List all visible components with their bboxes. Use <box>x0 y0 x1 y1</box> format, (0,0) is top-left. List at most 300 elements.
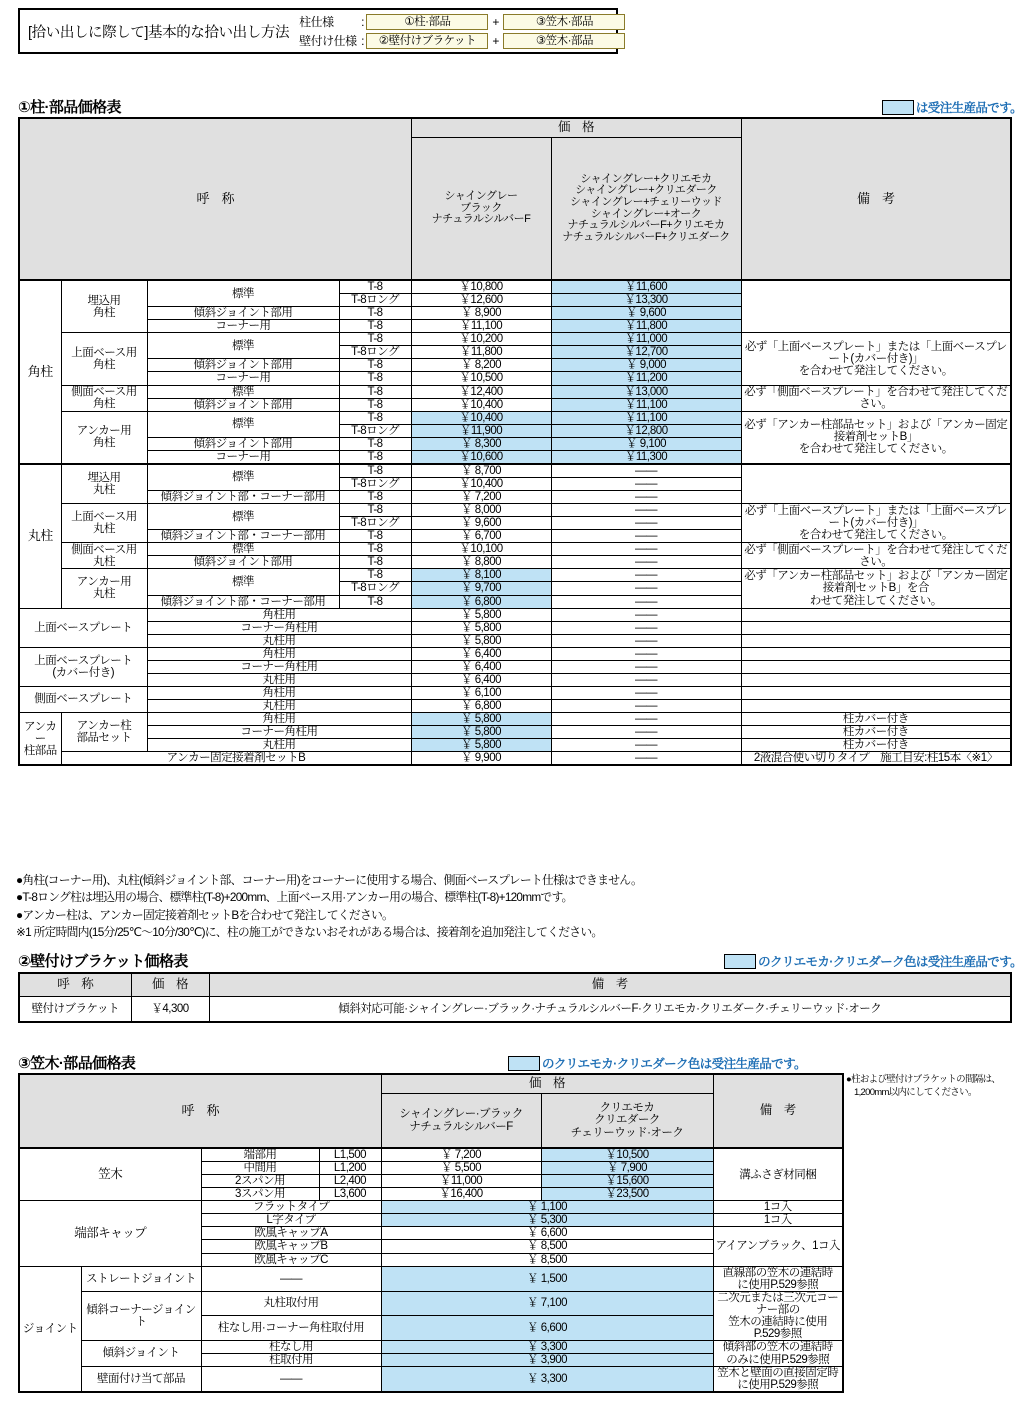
subgroup-label: 上面ベース用 丸柱 <box>61 504 147 543</box>
price-col-2: —— <box>551 595 741 608</box>
wall-bracket-price-table <box>18 972 1012 1023</box>
row-type: 丸柱用 <box>147 739 411 752</box>
price-col-2: —— <box>551 700 741 713</box>
row-type: フラットタイプ <box>201 1201 381 1214</box>
table-row <box>19 464 1011 478</box>
price-col-1: ￥ 5,800 <box>411 634 551 647</box>
row-subtype: —— <box>201 1266 381 1291</box>
table-row <box>19 608 1011 621</box>
row-size: T-8 <box>339 450 411 464</box>
row-size: T-8ロング <box>339 346 411 359</box>
price-col-2: —— <box>551 582 741 595</box>
price-col-1: ￥ 5,800 <box>411 713 551 726</box>
subgroup-label: アンカー用 丸柱 <box>61 569 147 608</box>
row-size: T-8 <box>339 437 411 450</box>
post-parts-price-table <box>18 117 1012 766</box>
row-remark: 傾斜部の笠木の連結時 のみに使用P.529参照 <box>713 1340 843 1366</box>
row-price: ￥ 8,500 <box>381 1253 713 1266</box>
row-remark: 二次元または三次元コーナー部の 笠木の連結時に使用P.529参照 <box>713 1291 843 1340</box>
table-row <box>19 647 1011 660</box>
th-name: 呼 称 <box>19 1074 381 1148</box>
price-col-2: —— <box>551 634 741 647</box>
made-to-order-swatch-2 <box>724 954 756 969</box>
note-3: ●アンカー柱は、アンカー固定接着剤セットBを合わせて発注してください。 <box>16 907 394 922</box>
row-length: L2,400 <box>319 1175 381 1188</box>
row-price: ￥ 3,900 <box>381 1354 713 1367</box>
section3-title: ③笠木·部品価格表 <box>18 1055 136 1072</box>
section2-legend-text: のクリエモカ·クリエダーク色は受注生産品です。 <box>758 955 1022 969</box>
endcap-label: 端部キャップ <box>19 1201 201 1266</box>
row-remark <box>741 280 1011 333</box>
row-price: ￥ 7,100 <box>381 1291 713 1316</box>
row-remark <box>741 686 1011 699</box>
table-row <box>19 569 1011 582</box>
table-row <box>19 333 1011 346</box>
th-price-col-2: クリエモカ クリエダーク チェリーウッド·オーク <box>541 1094 713 1149</box>
section1-legend-text: は受注生産品です。 <box>915 101 1022 115</box>
price-col-1: ￥ 6,700 <box>411 530 551 543</box>
row-type: 傾斜ジョイント部用 <box>147 359 339 372</box>
price-col-1: ￥ 5,800 <box>411 739 551 752</box>
row-remark <box>741 660 1011 673</box>
row-remark: 直線部の笠木の連結時 に使用P.529参照 <box>713 1266 843 1291</box>
price-col-1: ￥11,800 <box>411 346 551 359</box>
price-col-2: ￥ 9,000 <box>551 359 741 372</box>
kasagi-label: 笠木 <box>19 1148 201 1201</box>
row-type: 傾斜ジョイント部・コーナー部用 <box>147 491 339 504</box>
row-size: T-8 <box>339 504 411 517</box>
row-type: コーナー角柱用 <box>147 726 411 739</box>
th-1: 価 格 <box>131 973 209 997</box>
spec-row-wall <box>299 32 625 49</box>
price-col-2: ￥12,800 <box>551 424 741 437</box>
row-type: 3スパン用 <box>201 1188 319 1201</box>
row-price: ￥ 3,300 <box>381 1340 713 1353</box>
row-type: 角柱用 <box>147 686 411 699</box>
price-col-1: ￥ 8,300 <box>411 437 551 450</box>
price-col-2: ￥12,700 <box>551 346 741 359</box>
table-row <box>19 686 1011 699</box>
th-0: 呼 称 <box>19 973 131 997</box>
row-type: 2スパン用 <box>201 1175 319 1188</box>
price-col-2: —— <box>551 464 741 478</box>
row-type: 標準 <box>147 411 339 437</box>
row-type: 欧風キャップC <box>201 1253 381 1266</box>
price-col-1: ￥ 5,800 <box>411 621 551 634</box>
row-remark: 柱カバー付き <box>741 726 1011 739</box>
table-row <box>19 1367 843 1393</box>
subgroup-label: 側面ベース用 角柱 <box>61 385 147 411</box>
table-row <box>19 1148 843 1162</box>
price-col-2: ￥11,200 <box>551 372 741 385</box>
row-size: T-8 <box>339 595 411 608</box>
price-col-2: —— <box>551 504 741 517</box>
row-subtype: 柱なし用·コーナー角柱取付用 <box>201 1316 381 1341</box>
spec-label-wall: 壁付け仕様 <box>299 34 357 48</box>
table-row <box>19 504 1011 517</box>
section1-notes <box>16 872 642 942</box>
row-size: T-8 <box>339 464 411 478</box>
th-price-col-1: シャイングレー ブラック ナチュラルシルバーF <box>411 138 551 281</box>
price-col-1: ￥ 9,600 <box>411 517 551 530</box>
spec-tag-wall-b: ③笠木·部品 <box>503 33 625 49</box>
table-row <box>19 1266 843 1291</box>
made-to-order-swatch-3 <box>508 1056 540 1071</box>
price-col-1: ￥ 6,400 <box>411 647 551 660</box>
section2-legend <box>724 952 1022 970</box>
row-type: コーナー用 <box>147 372 339 385</box>
row-size: T-8 <box>339 543 411 556</box>
joint-label: ジョイント <box>19 1266 81 1392</box>
price-col-1: ￥ 9,700 <box>411 582 551 595</box>
subgroup-label: 埋込用 角柱 <box>61 280 147 333</box>
row-price: ￥ 5,300 <box>381 1214 713 1227</box>
price-col-2: —— <box>551 621 741 634</box>
row-type: 標準 <box>147 333 339 359</box>
section1-title: ①柱·部品価格表 <box>18 99 121 116</box>
row-length: L1,500 <box>319 1148 381 1162</box>
row-remark: 必ず「上面ベースプレート」または「上面ベースプレート(カバー付き)」 を合わせて発注してください。 <box>741 333 1011 385</box>
price-col-2: ￥ 7,900 <box>541 1162 713 1175</box>
row-price: ￥ 3,300 <box>381 1367 713 1393</box>
spec-tag-wall-a: ②壁付けブラケット <box>366 33 488 49</box>
row-type: 欧風キャップA <box>201 1227 381 1240</box>
table-row <box>19 1201 843 1214</box>
table1-header-row-1 <box>19 118 1011 138</box>
price-col-2: ￥23,500 <box>541 1188 713 1201</box>
price-col-1: ￥12,600 <box>411 294 551 307</box>
row-size: T-8ロング <box>339 294 411 307</box>
price-col-2: ￥11,100 <box>551 411 741 424</box>
row-remark: 溝ふさぎ材同梱 <box>713 1148 843 1201</box>
spec-tag-post-b: ③笠木·部品 <box>503 14 625 30</box>
price-col-2: ￥11,000 <box>551 333 741 346</box>
banner-title: [拾い出しに際して]基本的な拾い出し方法 <box>28 24 290 41</box>
section1-legend <box>882 98 1022 116</box>
table-row <box>19 1340 843 1353</box>
table3-header-row-1 <box>19 1074 843 1094</box>
row-type: 標準 <box>147 569 339 595</box>
row-price: ￥ 6,600 <box>381 1316 713 1341</box>
row-size: T-8 <box>339 280 411 294</box>
row-type: 傾斜ジョイント部用 <box>147 307 339 320</box>
pickup-method-banner <box>18 8 618 54</box>
section3-side-note <box>846 1074 1026 1100</box>
price-col-2: —— <box>551 608 741 621</box>
th-remarks: 備 考 <box>741 118 1011 280</box>
row-price: ￥ 8,500 <box>381 1240 713 1253</box>
th-price-col-2: シャイングレー+クリエモカ シャイングレー+クリエダーク シャイングレー+チェリーウッド シャイングレー+オーク ナチュラルシルバーF+クリエモカ ナチュラルシルバーF+クリエダーク <box>551 138 741 281</box>
banner-spec-list <box>299 13 625 49</box>
anchor-sub-label: アンカー柱 部品セット <box>61 713 147 752</box>
price-col-2: —— <box>551 530 741 543</box>
row-remark <box>741 621 1011 634</box>
row-type: ストレートジョイント <box>81 1266 201 1291</box>
row-type: 端部用 <box>201 1148 319 1162</box>
subgroup-label: アンカー用 角柱 <box>61 411 147 464</box>
price-col-2: —— <box>551 647 741 660</box>
price-col-2: —— <box>551 713 741 726</box>
price-col-1: ￥16,400 <box>381 1188 541 1201</box>
table-row <box>19 621 1011 634</box>
subgroup-label: 埋込用 丸柱 <box>61 464 147 504</box>
price-col-2: —— <box>551 556 741 569</box>
row-size: T-8 <box>339 491 411 504</box>
plate-label: 上面ベースプレート <box>19 608 147 647</box>
price-col-1: ￥ 6,800 <box>411 700 551 713</box>
row-type: 標準 <box>147 280 339 307</box>
price-col-1: ￥ 8,900 <box>411 307 551 320</box>
price-col-2: —— <box>551 752 741 766</box>
row-size: T-8ロング <box>339 517 411 530</box>
row-type: コーナー角柱用 <box>147 660 411 673</box>
row-size: T-8 <box>339 556 411 569</box>
section2-title: ②壁付けブラケット価格表 <box>18 953 188 970</box>
bracket-name: 壁付けブラケット <box>19 997 131 1023</box>
side-note-line-2: 1,200mm以内にしてください。 <box>854 1086 977 1098</box>
row-type: L字タイプ <box>201 1214 381 1227</box>
subgroup-label: 側面ベース用 丸柱 <box>61 543 147 569</box>
row-type: コーナー角柱用 <box>147 621 411 634</box>
price-col-2: ￥13,000 <box>551 385 741 398</box>
bracket-remark: 傾斜対応可能·シャイングレー·ブラック·ナチュラルシルバーF·クリエモカ·クリエダーク·チェリーウッド·オーク <box>209 997 1011 1023</box>
th-price-group: 価 格 <box>381 1074 713 1094</box>
spec-plus-post: + <box>492 14 500 29</box>
row-remark: 必ず「側面ベースプレート」を合わせて発注してください。 <box>741 543 1011 569</box>
row-size: T-8 <box>339 359 411 372</box>
row-price: ￥ 1,100 <box>381 1201 713 1214</box>
subgroup-label: 上面ベース用 角柱 <box>61 333 147 385</box>
price-col-1: ￥ 8,700 <box>411 464 551 478</box>
spec-row-post <box>299 13 625 30</box>
price-col-2: ￥15,600 <box>541 1175 713 1188</box>
row-remark: 必ず「アンカー柱部品セット」および「アンカー固定接着剤セットB」 を合わせて発注してください。 <box>741 411 1011 464</box>
price-col-2: ￥ 9,100 <box>551 437 741 450</box>
price-col-2: ￥11,800 <box>551 320 741 333</box>
row-type: 標準 <box>147 385 339 398</box>
row-type: 中間用 <box>201 1162 319 1175</box>
price-col-1: ￥ 8,100 <box>411 569 551 582</box>
row-price: ￥ 1,500 <box>381 1266 713 1291</box>
th-2: 備 考 <box>209 973 1011 997</box>
row-remark <box>741 608 1011 621</box>
row-size: T-8 <box>339 372 411 385</box>
price-col-1: ￥10,500 <box>411 372 551 385</box>
row-type: 傾斜ジョイント部・コーナー部用 <box>147 530 339 543</box>
price-col-2: ￥10,500 <box>541 1148 713 1162</box>
price-col-2: —— <box>551 491 741 504</box>
row-type: 欧風キャップB <box>201 1240 381 1253</box>
row-subtype: 柱取付用 <box>201 1354 381 1367</box>
row-type: 角柱用 <box>147 647 411 660</box>
table-row <box>19 713 1011 726</box>
row-type: アンカー固定接着剤セットB <box>61 752 411 766</box>
row-type: 丸柱用 <box>147 673 411 686</box>
row-size: T-8 <box>339 569 411 582</box>
price-col-1: ￥ 5,800 <box>411 726 551 739</box>
row-remark <box>741 634 1011 647</box>
table-row <box>19 1291 843 1316</box>
row-length: L1,200 <box>319 1162 381 1175</box>
table-row <box>19 543 1011 556</box>
made-to-order-swatch-1 <box>882 100 914 115</box>
table-row <box>19 634 1011 647</box>
price-col-2: —— <box>551 660 741 673</box>
row-type: 傾斜ジョイント <box>81 1340 201 1366</box>
table-row <box>19 280 1011 294</box>
price-col-1: ￥11,900 <box>411 424 551 437</box>
row-type: コーナー用 <box>147 450 339 464</box>
price-col-1: ￥ 7,200 <box>381 1148 541 1162</box>
price-col-1: ￥ 8,200 <box>411 359 551 372</box>
row-subtype: 柱なし用 <box>201 1340 381 1353</box>
price-col-2: —— <box>551 517 741 530</box>
table-row <box>19 752 1011 766</box>
row-type: コーナー用 <box>147 320 339 333</box>
row-type: 標準 <box>147 464 339 491</box>
row-size: T-8 <box>339 398 411 411</box>
row-type: 丸柱用 <box>147 634 411 647</box>
price-col-2: —— <box>551 726 741 739</box>
price-col-1: ￥ 8,000 <box>411 504 551 517</box>
price-col-1: ￥ 6,400 <box>411 660 551 673</box>
row-remark: 1コ入 <box>713 1201 843 1214</box>
note-2: ●T-8ロング柱は埋込用の場合、標準柱(T-8)+200mm、上面ベース用·アンカー用の場合、標準柱(T-8)+120mmです。 <box>16 890 573 905</box>
price-col-1: ￥ 6,100 <box>411 686 551 699</box>
price-col-1: ￥ 6,400 <box>411 673 551 686</box>
row-size: T-8 <box>339 320 411 333</box>
price-col-1: ￥10,100 <box>411 543 551 556</box>
row-size: T-8 <box>339 411 411 424</box>
row-length: L3,600 <box>319 1188 381 1201</box>
row-type: 傾斜ジョイント部用 <box>147 556 339 569</box>
row-type: 角柱用 <box>147 608 411 621</box>
price-col-1: ￥10,600 <box>411 450 551 464</box>
table-row <box>19 673 1011 686</box>
row-type: 傾斜ジョイント部用 <box>147 437 339 450</box>
row-remark <box>741 464 1011 504</box>
plate-label: 上面ベースプレート (カバー付き) <box>19 647 147 686</box>
row-type: 丸柱用 <box>147 700 411 713</box>
row-type: 傾斜ジョイント部用 <box>147 398 339 411</box>
th-remarks: 備 考 <box>713 1074 843 1148</box>
row-subtype: 丸柱取付用 <box>201 1291 381 1316</box>
row-remark: 2液混合使い切りタイプ 施工目安:柱15本〈※1〉 <box>741 752 1011 766</box>
row-type: 傾斜コーナージョイント <box>81 1291 201 1340</box>
price-col-1: ￥10,400 <box>411 398 551 411</box>
table-row <box>19 660 1011 673</box>
bracket-price: ￥4,300 <box>131 997 209 1023</box>
price-col-1: ￥10,400 <box>411 477 551 490</box>
cap-parts-price-table <box>18 1073 844 1393</box>
row-size: T-8ロング <box>339 582 411 595</box>
table-row <box>19 411 1011 424</box>
price-col-2: ￥ 9,600 <box>551 307 741 320</box>
row-remark: アイアンブラック、1コ入 <box>713 1227 843 1266</box>
row-remark: 1コ入 <box>713 1214 843 1227</box>
row-subtype: —— <box>201 1367 381 1393</box>
section3-legend-text: のクリエモカ·クリエダーク色は受注生産品です。 <box>542 1057 806 1071</box>
row-type: 標準 <box>147 504 339 530</box>
plate-label: 側面ベースプレート <box>19 686 147 712</box>
price-col-1: ￥ 5,500 <box>381 1162 541 1175</box>
price-col-1: ￥ 5,800 <box>411 608 551 621</box>
row-size: T-8ロング <box>339 424 411 437</box>
price-col-1: ￥12,400 <box>411 385 551 398</box>
row-type: 標準 <box>147 543 339 556</box>
row-type: 角柱用 <box>147 713 411 726</box>
row-size: T-8 <box>339 307 411 320</box>
price-col-1: ￥11,000 <box>381 1175 541 1188</box>
spec-plus-wall: + <box>492 33 500 48</box>
row-remark <box>741 647 1011 660</box>
row-remark: 柱カバー付き <box>741 713 1011 726</box>
row-remark <box>741 673 1011 686</box>
spec-colon-wall: : <box>361 33 365 48</box>
table-row <box>19 739 1011 752</box>
group-label: 角柱 <box>19 280 61 464</box>
price-col-2: ￥13,300 <box>551 294 741 307</box>
price-col-1: ￥ 7,200 <box>411 491 551 504</box>
price-col-1: ￥10,800 <box>411 280 551 294</box>
note-1: ●角柱(コーナー用)、丸柱(傾斜ジョイント部、コーナー用)をコーナーに使用する場合、側面ベースプレート仕様はできません。 <box>16 873 643 887</box>
anchor-group-label: アンカー 柱部品 <box>19 713 61 766</box>
row-size: T-8 <box>339 333 411 346</box>
price-col-2: —— <box>551 543 741 556</box>
group-label: 丸柱 <box>19 464 61 608</box>
row-remark <box>741 700 1011 713</box>
section3-legend <box>508 1054 806 1072</box>
price-col-2: —— <box>551 569 741 582</box>
note-4: ※1 所定時間内(15分/25℃～10分/30℃)に、柱の施工ができないおそれがある場合は、接着剤を追加発注してください。 <box>16 925 603 940</box>
row-size: T-8ロング <box>339 477 411 490</box>
th-name: 呼 称 <box>19 118 411 280</box>
row-price: ￥ 6,600 <box>381 1227 713 1240</box>
price-col-2: —— <box>551 739 741 752</box>
table2-header-row <box>19 973 1011 997</box>
price-col-1: ￥ 9,900 <box>411 752 551 766</box>
spec-tag-post-a: ①柱·部品 <box>366 14 488 30</box>
row-type: 壁面付け当て部品 <box>81 1367 201 1393</box>
row-size: T-8 <box>339 385 411 398</box>
th-price-col-1: シャイングレー·ブラック ナチュラルシルバーF <box>381 1094 541 1149</box>
table-row <box>19 385 1011 398</box>
price-col-1: ￥ 6,800 <box>411 595 551 608</box>
row-remark: 笠木と壁面の直接固定時 に使用P.529参照 <box>713 1367 843 1393</box>
price-col-2: ￥11,600 <box>551 280 741 294</box>
row-remark: 必ず「側面ベースプレート」を合わせて発注してください。 <box>741 385 1011 411</box>
price-col-1: ￥10,400 <box>411 411 551 424</box>
price-col-2: —— <box>551 673 741 686</box>
price-col-2: ￥11,300 <box>551 450 741 464</box>
price-col-1: ￥11,100 <box>411 320 551 333</box>
price-col-1: ￥ 8,800 <box>411 556 551 569</box>
table-row <box>19 997 1011 1023</box>
th-price-group: 価 格 <box>411 118 741 138</box>
row-remark: 柱カバー付き <box>741 739 1011 752</box>
table-row <box>19 726 1011 739</box>
side-note-line-1: ●柱および壁付けブラケットの間隔は、 <box>846 1074 1001 1085</box>
price-col-2: —— <box>551 686 741 699</box>
row-remark: 必ず「アンカー柱部品セット」および「アンカー固定接着剤セットB」を合 わせて発注してください。 <box>741 569 1011 608</box>
price-col-1: ￥10,200 <box>411 333 551 346</box>
row-type: 傾斜ジョイント部・コーナー部用 <box>147 595 339 608</box>
spec-colon-post: : <box>361 14 365 29</box>
row-remark: 必ず「上面ベースプレート」または「上面ベースプレート(カバー付き)」 を合わせて発注してください。 <box>741 504 1011 543</box>
spec-label-post: 柱仕様 <box>299 15 334 29</box>
row-size: T-8 <box>339 530 411 543</box>
table-row <box>19 700 1011 713</box>
